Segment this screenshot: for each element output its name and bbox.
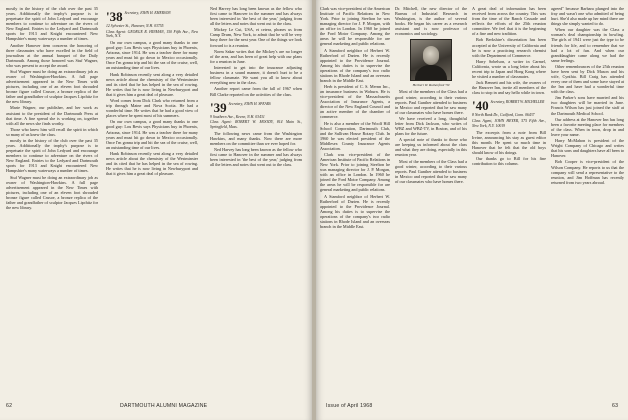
paragraph: A Stamford neighbor of Herbert W. Rutherford of Darien. He is recently appointed to the Providence Journal. Among his duties is to supervise the operations of the company's two radio stations in Rhode Island and an overseas branch in the Middle East. bbox=[320, 193, 390, 229]
class-heading-38 bbox=[106, 10, 198, 23]
paragraph: A Stamford neighbor of Herbert W. Rutherford of Darien. He is recently appointed to the Providence Journal. Among his duties is to supervise the operations of the company's two radio stations in Rhode Island and an overseas branch in the Middle East. bbox=[320, 47, 390, 83]
right-page bbox=[316, 0, 628, 420]
footer-title-left: DARTMOUTH ALUMNI MAGAZINE bbox=[120, 403, 208, 409]
paragraph: On our own campus, a good many thanks to one good guy: Lou Bevis says Physicians buy in Phoenix, Arizona, since 1914. He was a teacher there for many years and must hit go down to Mexico occasionally. Once I'm gonna trip and hit the sea of the cruise, well, an outstanding time of our lives. bbox=[106, 119, 198, 150]
class-address: 12 Sylvester St., Hanover, N.H. 03755 bbox=[106, 24, 164, 28]
paragraph: agreed" because Barbara plunged into the fray and wasn't one who admitted of being hurt. She'd also made up her mind there are things she simply wanted to do. bbox=[551, 6, 624, 27]
class-agent: Class Agent: ROBERT W. MOODY, 814 Main St., Springfield, Mass. bbox=[210, 120, 302, 129]
paragraph: On our own campus, a good many thanks to one good guy: Lou Bevis says Physicians buy in Phoenix, Arizona, since 1914. He was a teacher there for many years and must hit go down to Mexico occasionally. Once I'm gonna trip and hit the sea of the cruise, well, an outstanding time of our lives. bbox=[106, 40, 198, 71]
class-heading-40 bbox=[472, 99, 546, 112]
right-column-1 bbox=[320, 6, 390, 398]
paragraph: Ned Harvey has long been known as the fellow who first came to Hanover in the summer and has always been interested in 'the best of the year,' judging from all the letters and notes that went out to the class. bbox=[210, 6, 302, 27]
left-column-3 bbox=[210, 6, 302, 398]
portrait-face bbox=[423, 46, 439, 65]
left-column-1 bbox=[6, 6, 98, 398]
class-agent: Class Agent: GEORGE R. HINMAN, 150 Fifth Ave., New York, N.Y. bbox=[106, 29, 198, 39]
class-year: '39 bbox=[210, 99, 227, 115]
class-year: '40 bbox=[472, 98, 489, 114]
paragraph: Ned Harvey has long been known as the fellow who first came to Hanover in the summer and has always been interested in 'the best of the year,' judging from all the letters and notes that went out to the class. bbox=[210, 147, 302, 168]
paragraph: He is also a member of the Woolf Hill School Corporation, Dartmouth Club, and the Sullivan House Rotary Club. In 1960 he was elected president of the Middlesex County Insurance Agents Association. bbox=[320, 120, 390, 151]
paragraph: The excerpts from a note from Bill Irvine, announcing his stay as guest editor this month. He spent so much time in Hanover that he felt that the old boys should know of his doings. bbox=[472, 129, 546, 155]
paragraph: Word comes from Dick Clark who returned from a trip through Maine and Nova Scotia. He had a wonderful time. He writes that he had a good view of places where he spent most of his summers. bbox=[106, 98, 198, 119]
paragraph: Another report came from the fall of 1967 when Bill Clarke reported on the activities of the class. bbox=[210, 86, 302, 97]
paragraph: Bob Berkshire's dissertation has been accepted at the University of California and he is now a practicing research chemist with the Department of Commerce. bbox=[472, 37, 546, 58]
portrait-shoulders bbox=[415, 65, 447, 80]
paragraph: A great deal of information has been received from across the country. This was from the time of the Ranch Crusade and reflects the efforts of the 25th reunion committee. We feel that it is the beginning of a fine and new tradition. bbox=[472, 6, 546, 37]
paragraph: Most of the members of the Class had a good winter, according to their various reports. Paul Gunther attended to business in Mexico and reported that he saw many of our classmates who have homes there. bbox=[395, 89, 467, 115]
paragraph: Another Hanover item concerns the honoring of three classmates who have excelled in the field of journalism at the annual banquet of the Daily Dartmouth. Among those honored was Stuf Wagner, who was present to accept the award. bbox=[6, 42, 98, 68]
page-number-right: 63 bbox=[612, 403, 619, 409]
class-agent: Class Agent, JOHN HEYER, 575 Fifth Ave., New York, N.Y. 10019 bbox=[472, 119, 546, 128]
paragraph: Harry McMahon is president of the Wright Company of Chicago and writes that his sons and daughters have all been to Hanover. bbox=[551, 138, 624, 159]
left-column-2 bbox=[106, 6, 198, 398]
right-column-2 bbox=[395, 6, 467, 398]
paragraph: Clark was vice-president of the American Institute of Pacific Relations in New York. Prior to joining Steelton he was managing director for J. P. Morgan, with an office in London. In 1960 he joined the Ford Motor Company. Among the areas he will be responsible for are general marketing and public relations. bbox=[320, 152, 390, 193]
paragraph: Interested to get into the insurance adjusting business in a sound manner, it doesn't hurt to be a fellow classmate. We want you all to know about everything new in the class. bbox=[210, 65, 302, 86]
class-secretary: Secretary, JOHN H. EMERSON bbox=[124, 11, 171, 15]
paragraph: Norm Sakar writes that the Mickey's are no longer of the area, and has been of great help with our plans for a reunion in June. bbox=[210, 48, 302, 64]
paragraph: Hank Robinson recently sent along a very detailed news article about the chemistry of the Westminster and its cited that he has helped in the sea of rowing. He writes that he is now living in Newburyport and that it gives him a great deal of pleasure. bbox=[106, 150, 198, 177]
paragraph: Mickey Le Cut, USA, et cetera, phones us from Camp Drum, New York, to admit that he will be very busy there for the next year. One of the things we look forward to is a reunion. bbox=[210, 27, 302, 48]
portrait-photo bbox=[410, 39, 452, 81]
paragraph: Dr. Mitchell, the new director of the Bureau of Industrial Research in Washington, is the author of several books. He began his career as a research assistant and is now professor of economics and sociology. bbox=[395, 6, 467, 37]
paragraph: Other remembrances of the 25th reunion have been sent by Dick Mason and his wife, Cynthia. Bill Craig has attended every one of them and some have stayed at the Inn and have had a wonderful time with the class. bbox=[551, 63, 624, 95]
paragraph: The following news came from the Washington Hawkins, and many thanks. Now there are more members on the committee than we ever hoped for. bbox=[210, 130, 302, 146]
paragraph: Herb is president of C. S. Mernn Inc., an insurance business in Woburn. He is vice-president of the Massachusetts Association of Insurance Agents, a director of the New England Council and an active member of the chamber of commerce. bbox=[320, 84, 390, 120]
paragraph: Hank Robinson recently sent along a very detailed news article about the chemistry of the Westminster and its cited that he has helped in the sea of rowing. He writes that he is now living in Newburyport and that it gives him a great deal of pleasure. bbox=[106, 71, 198, 97]
paragraph: mostly in the history of the club over the past 35 years. Additionally the trophy's purpose is to perpetuate the spirit of John Ledyard and encourage members to continue to adventure on the rivers of New England. Entries to the Ledyard and Dartmouth sports for 1913 and Knight encountered New Hampshire's many waterways a number of times. bbox=[6, 6, 98, 42]
class-address: 9 Southern Ave., Keene, N.H. 03431 bbox=[210, 114, 265, 119]
right-column-3 bbox=[472, 6, 546, 398]
paragraph: Bob Cooper is vice-president of the Wilson Company. He reports to us that the company will send a representative to the reunion, and Jim Hoffman has recently returned from two years abroad. bbox=[551, 159, 624, 185]
photo-caption: Herbert W. Rutherford '39 bbox=[412, 83, 450, 88]
paragraph: Stuf Wagner must be doing an extraordinary job as owner of Washington-Hawkins. A full page advertisement appeared in the New Times with pictures, including one of an eleven foot shrouded bronze figure called Crusoe, a bronze replica of the father and grandfather of sculptor Jacques Lipchitz for the new library. bbox=[6, 68, 98, 105]
paragraph: Our thanks go to Bill for his fine contribution to this column. bbox=[472, 155, 546, 166]
paragraph: When our daughter was the Class a woman's deal championship in bowling. The girls of 1941 were just the type to be friends for life, and to remember that we had a lot of fun. And when our granddaughter came along we had the same feelings. bbox=[551, 27, 624, 63]
paragraph: Most of the members of the Class had a good winter, according to their various reports. Paul Gunther attended to business in Mexico and reported that he saw many of our classmates who have homes there. bbox=[395, 158, 467, 184]
paragraph: Stuf Wagner must be doing an extraordinary job as owner of Washington-Hawkins. A full page advertisement appeared in the New Times with pictures, including one of an eleven foot shrouded bronze figure called Crusoe, a bronze replica of the father and grandfather of sculptor Jacques Lipchitz for the new library. bbox=[6, 174, 98, 210]
paragraph: A special note of thanks to those who are keeping us informed about the class and what they are doing, especially in this reunion year. bbox=[395, 137, 467, 158]
left-page bbox=[0, 0, 312, 420]
paragraph: Our address at the Hanover Inn has long been a favorite meeting place for members of the class. When in town, drop in and leave your name. bbox=[551, 116, 624, 137]
paragraph: mostly in the history of the club over the past 35 years. Additionally the trophy's purpose is to perpetuate the spirit of John Ledyard and encourage members to continue to adventure on the rivers of New England. Entries to the Ledyard and Dartmouth sports for 1913 and Knight encountered New Hampshire's many waterways a number of times. bbox=[6, 138, 98, 174]
paragraph: Jack Bennett and his wife, the owners of the Hanover Inn, invite all members of the class to stop in and say hello while in town. bbox=[472, 80, 546, 96]
paragraph: Jim Parker's sons have married and his two daughters will be married in June. Francis Wilson has just joined the staff at the Dartmouth Medical School. bbox=[551, 95, 624, 116]
paragraph: Those who knew him will recall the spirit in which so many of us knew the class. bbox=[6, 126, 98, 137]
footer-title-right: Issue of April 1968 bbox=[326, 403, 373, 409]
paragraph: Marie Wagner, our publisher, and her work as assistant to the president of the Dartmouth Press at that time. A fine spread she is working on, together with all the news she finds worthy. bbox=[6, 105, 98, 126]
right-column-4 bbox=[551, 6, 624, 398]
class-secretary: Secretary, ROBERT W. MICHELLER bbox=[490, 100, 545, 105]
paragraph: We have received a long, thoughtful letter from Dick Jackson, who writes of WBZ and WBZ-TV, in Boston, and of his plans for the future. bbox=[395, 115, 467, 137]
paragraph: Harry Sobelson, a writer in Carmel, California, wrote us a long letter about his recent trip to Japan and Hong Kong where he visited a number of classmates. bbox=[472, 58, 546, 79]
class-year: '38 bbox=[106, 9, 123, 24]
class-heading-39 bbox=[210, 101, 302, 114]
paragraph: Clark was vice-president of the American Institute of Pacific Relations in New York. Prior to joining Steelton he was managing director for J. P. Morgan, with an office in London. In 1960 he joined the Ford Motor Company. Among the areas he will be responsible for are general marketing and public relations. bbox=[320, 6, 390, 47]
class-address: 8 North Bank Dr., Guilford, Conn. 06437 bbox=[472, 113, 535, 118]
class-secretary: Secretary, JOHN H. SPEARS bbox=[228, 101, 271, 106]
page-number-left: 62 bbox=[6, 403, 13, 409]
